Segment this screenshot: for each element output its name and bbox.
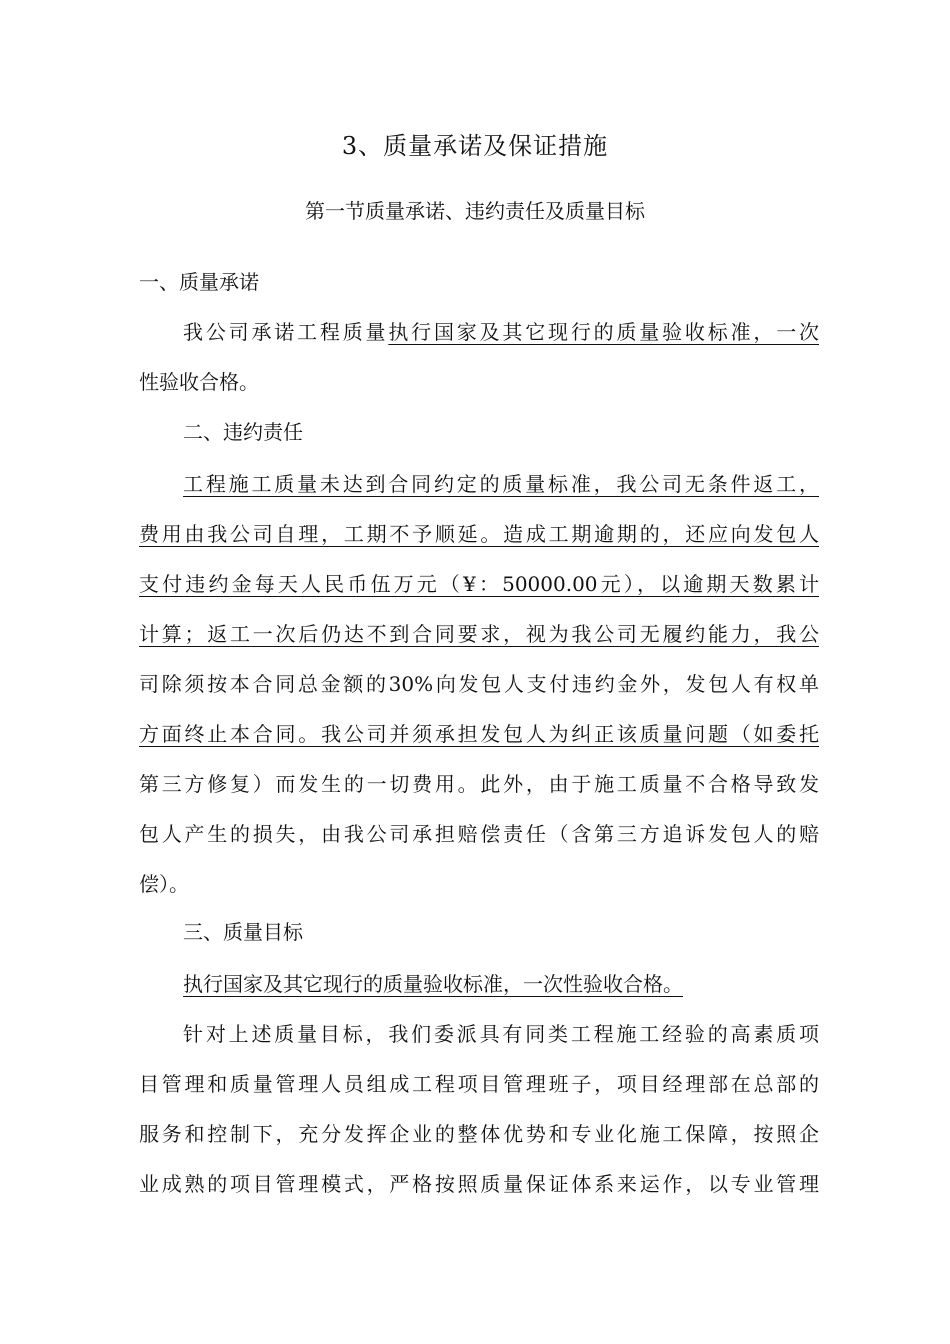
section2-paragraph-line: 第三方修复）而发生的一切费用。此外，由于施工质量不合格导致发 <box>139 772 819 796</box>
section2-paragraph-line: 支付违约金每天人民币伍万元（¥：50000.00元），以逾期天数累计 <box>139 572 819 596</box>
section3-paragraph-line: 业成熟的项目管理模式，严格按照质量保证体系来运作，以专业管理 <box>139 1172 819 1196</box>
section1-text-plain: 我公司承诺工程质量 <box>183 320 389 344</box>
section3-goal-text: 执行国家及其它现行的质量验收标准，一次性验收合格。 <box>183 972 683 996</box>
section2-paragraph-line: 工程施工质量未达到合同约定的质量标准，我公司无条件返工， <box>183 472 819 496</box>
section2-paragraph-line: 方面终止本合同。我公司并须承担发包人为纠正该质量问题（如委托 <box>139 722 819 746</box>
section3-heading: 三、质量目标 <box>183 920 303 944</box>
section2-paragraph-line: 偿）。 <box>139 872 189 896</box>
section3-paragraph-line: 目管理和质量管理人员组成工程项目管理班子，项目经理部在总部的 <box>139 1072 819 1096</box>
document-title: 3、质量承诺及保证措施 <box>341 132 609 160</box>
section1-paragraph-line: 性验收合格。 <box>139 370 259 394</box>
section2-paragraph-line: 包人产生的损失，由我公司承担赔偿责任（含第三方追诉发包人的赔 <box>139 822 819 846</box>
section3-paragraph-line: 服务和控制下，充分发挥企业的整体优势和专业化施工保障，按照企 <box>139 1122 819 1146</box>
section2-paragraph-line: 计算；返工一次后仍达不到合同要求，视为我公司无履约能力，我公 <box>139 622 819 646</box>
section1-heading: 一、质量承诺 <box>139 270 259 294</box>
section-subtitle: 第一节质量承诺、违约责任及质量目标 <box>305 199 645 223</box>
section3-goal-line <box>183 966 819 1002</box>
section2-paragraph-line: 司除须按本合同总金额的30%向发包人支付违约金外，发包人有权单 <box>139 672 819 696</box>
section2-heading: 二、违约责任 <box>183 420 303 444</box>
section1-text-underlined: 执行国家及其它现行的质量验收标准，一次 <box>388 320 819 344</box>
section2-paragraph-line: 费用由我公司自理，工期不予顺延。造成工期逾期的，还应向发包人 <box>139 522 819 546</box>
section1-paragraph-line <box>183 314 819 350</box>
section3-paragraph-line: 针对上述质量目标，我们委派具有同类工程施工经验的高素质项 <box>183 1022 819 1046</box>
